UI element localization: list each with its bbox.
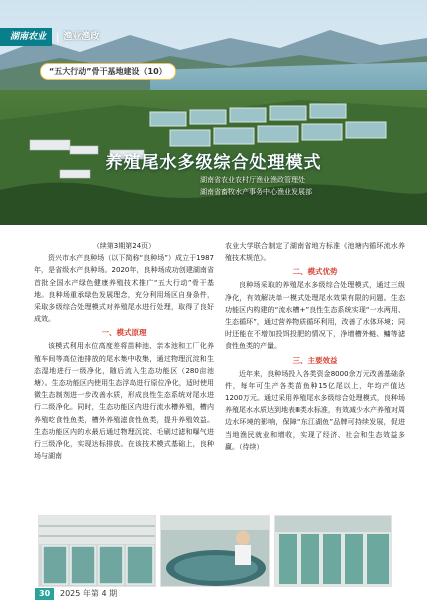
magazine-brand: 湖南农业 <box>0 28 52 46</box>
page-footer <box>0 589 427 601</box>
series-tag: “五大行动”骨干基地建设（10） <box>40 63 176 80</box>
to-be-continued: （待续） <box>239 442 264 451</box>
paragraph-benefit <box>225 368 405 453</box>
author-line-1: 湖南省农业农村厅渔业渔政管理处 <box>200 176 305 184</box>
paragraph-advantage: 良种场采取的养殖尾水多级综合处理模式，通过三级净化，有效解决单一模式处理尾水效果有限的问题。生态功能区内构建的“流水槽+”良性生态系统实现“一水两用、生态循环”，通过营养物质循环利用，改善了水体环境；同时还能在不增加投饵投肥的情况下，净增槽外鲢、鳙等滤食性鱼类的产量。 <box>225 281 405 351</box>
masthead-separator: | <box>56 31 60 43</box>
issue-label: 2025 年第 4 期 <box>60 589 118 598</box>
photo-fish-inspection <box>160 515 270 587</box>
hero-banner <box>0 0 427 225</box>
benefit-text: 近年来，良种场投入各类资金8000余万元改善基础条件，每年可生产各类苗鱼种15亿尾以上，年均产值达1200万元。通过采用养殖尾水多级综合处理模式，良种场养殖尾水水质达到地表Ⅲ类水标准，有效减少水产养殖对周边水环境的影响，保障“东江湖鱼”品牌可持续发展，促进当地渔民就业和增收，实现了经济、社会和生态效益多赢。 <box>225 369 405 451</box>
text-column-left <box>34 240 214 462</box>
paragraph-intro: 资兴市水产良种场（以下简称“良种场”）成立于1987年，是省级水产良种场。2020年，良种场成功创建湖南省首批全国水产绿色健康养殖技术推广“五大行动”骨干基地。良种场重承绿色发展理念，充分利用场区自身条件，采取多级综合处理模式对养殖尾水进行处理，取得了良好成效。 <box>34 254 214 324</box>
photo-flow-through-tanks <box>274 515 392 587</box>
continuation-note: （续第3期第24页） <box>92 242 156 250</box>
section-heading-benefit: 三、主要效益 <box>292 355 338 365</box>
column-name: 渔业渔政 <box>63 32 100 42</box>
masthead <box>0 28 99 46</box>
article-authors <box>200 174 312 198</box>
author-line-2: 湖南省畜牧水产事务中心渔业发展部 <box>200 188 312 196</box>
article-title: 养殖尾水多级综合处理模式 <box>105 153 322 173</box>
paragraph-principle: 该模式利用水位高度差将苗种池、亲本池和工厂化养殖车间等高位池排放的尾水集中收集，通过物理沉淀和生态湿地进行一级净化，随后流入生态功能区（280亩池塘）。生态功能区内使用生态浮岛进行原位净化，适时使用微生态制剂进一步改善水质，形成良性生态系统对尾水进行二级净化。同时，生态功能区内进行流水槽养殖，槽内养殖吃食性鱼类，槽外养殖滤食性鱼类，提升养殖效益。生态功能区内的水最后通过物理沉淀、毛刷过滤和曝气进行三级净化，实现达标排放。在该技术模式基础上，良种场与湖南 <box>34 342 214 461</box>
text-column-right <box>225 240 405 453</box>
photo-hatchery-tanks <box>38 515 156 587</box>
paragraph-standard: 农业大学联合制定了湖南省地方标准《池塘内循环流水养殖技术规范》。 <box>225 242 405 263</box>
section-heading-advantage: 二、模式优势 <box>292 267 338 277</box>
section-heading-principle: 一、模式原理 <box>101 328 147 338</box>
page-number: 30 <box>35 588 54 600</box>
